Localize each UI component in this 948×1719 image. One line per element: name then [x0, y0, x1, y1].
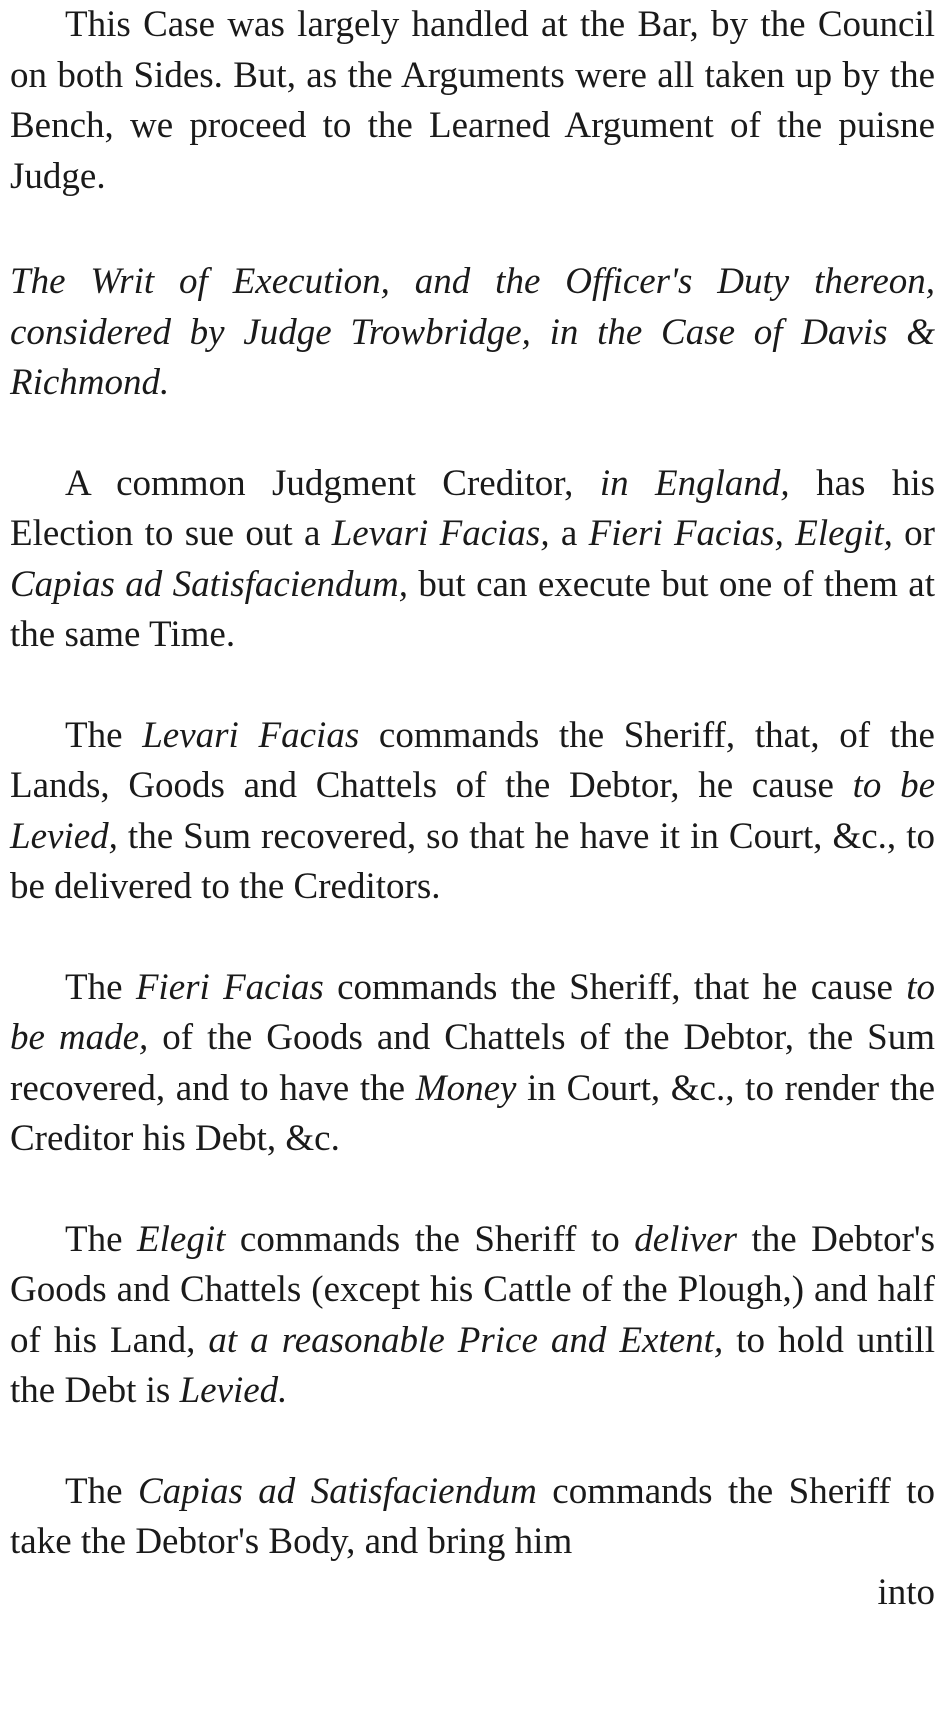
document-page — [10, 0, 935, 1618]
italic-text-segment: Capias ad Satisfaciendum — [137, 1470, 537, 1512]
italic-text-segment: to be Levied, — [10, 765, 935, 857]
italic-text-segment: deliver — [634, 1218, 737, 1260]
text-segment: but can execute but one of them at the same Time. — [10, 563, 935, 655]
italic-text-segment: The Writ of Execution, and the Officer's Duty thereon, considered by Judge Trowbridge, in the Case of Davis & Richmond. — [10, 261, 935, 403]
paragraph-case-intro — [10, 0, 935, 202]
italic-text-segment: Levari Facias — [142, 714, 360, 756]
paragraph-capias — [10, 1417, 935, 1568]
text-segment: to hold untill the Debt is — [10, 1319, 935, 1411]
text-segment: commands the Sheriff to take the Debtor's Body, and bring him — [10, 1470, 935, 1562]
text-segment: commands the Sheriff, that, of the Lands, Goods and Chattels of the Debtor, he cause — [10, 714, 935, 806]
italic-text-segment: Fieri Facias — [135, 966, 324, 1008]
text-segment: of the Goods and Chattels of the Debtor, the Sum recovered, and to have the — [10, 1017, 935, 1109]
text-segment: in Court, &c., to render the Creditor his Debt, &c. — [10, 1067, 935, 1159]
italic-text-segment: at a reasonable Price and Extent, — [208, 1319, 724, 1361]
paragraph-judgment-creditor — [10, 409, 935, 661]
catchword: into — [877, 1571, 935, 1613]
italic-text-segment: Money — [415, 1067, 517, 1109]
paragraph-levari-facias — [10, 661, 935, 913]
text-segment: has his Election to sue out a — [10, 462, 935, 554]
text-segment: The — [65, 1470, 138, 1512]
italic-text-segment: Fieri Facias, Elegit, — [588, 513, 893, 554]
italic-text-segment: to be made, — [10, 966, 935, 1058]
italic-text-segment: Capias ad Satisfaciendum, — [10, 563, 408, 605]
text-segment: commands the Sheriff to — [225, 1218, 635, 1260]
text-segment: the Debtor's Goods and Chattels (except his Cattle of the Plough,) and half of his Land, — [10, 1218, 935, 1361]
text-segment: The — [65, 966, 136, 1008]
italic-text-segment: Levied. — [179, 1370, 288, 1411]
section-heading — [10, 202, 935, 409]
text-segment: a — [549, 513, 589, 554]
text-segment: commands the Sheriff, that he cause — [323, 966, 907, 1008]
text-segment: The — [65, 714, 143, 756]
paragraph-elegit — [10, 1165, 935, 1417]
text-segment: The — [65, 1218, 138, 1260]
italic-text-segment: Levari Facias, — [331, 513, 550, 554]
text-segment: A common Judgment Creditor, — [65, 462, 600, 504]
text-segment: the Sum recovered, so that he have it in Court, &c., to be delivered to the Creditors. — [10, 815, 935, 907]
italic-text-segment: in England, — [599, 462, 790, 504]
text-segment: or — [892, 513, 936, 554]
italic-text-segment: Elegit — [137, 1218, 226, 1260]
paragraph-fieri-facias — [10, 913, 935, 1165]
text-segment: This Case was largely handled at the Bar, by the Council on both Sides. But, as the Arguments were all taken up by the Bench, we proceed to the Learned Argument of the puisne Judge. — [10, 4, 935, 197]
